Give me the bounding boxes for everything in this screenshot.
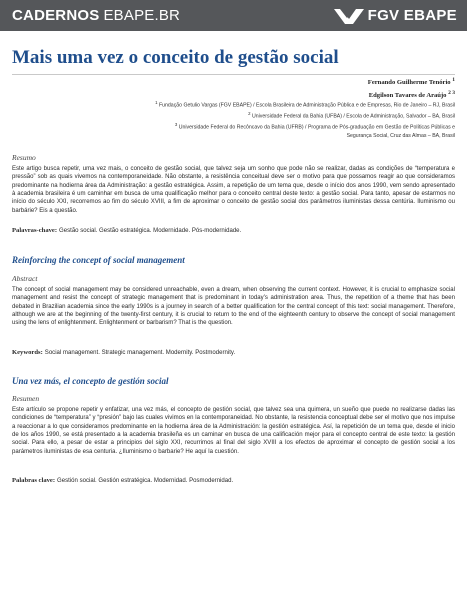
abstract-keywords	[12, 349, 455, 357]
author-list	[35, 75, 455, 101]
keywords-text: Social management. Strategic management. Modernity. Postmodernity.	[44, 350, 236, 356]
affiliation-2	[25, 110, 455, 121]
affiliation-1	[25, 99, 455, 110]
journal-brand-light: EBAPE.BR	[103, 7, 181, 24]
publisher-name: FGV EBAPE	[367, 7, 457, 24]
affiliation-text: Universidade Federal do Recôncavo da Bahia (UFRB) / Programa de Pós-graduação em Gestão de Políticas Públicas e	[178, 125, 455, 132]
keywords-label: Palavras-chave:	[12, 227, 58, 234]
resumo-keywords	[12, 227, 455, 235]
journal-brand	[12, 7, 180, 24]
resumen-text: Este artículo se propone repetir y enfatizar, una vez más, el concepto de gestión social, que talvez sea una quimera, un sueño que puede no realizarse dadas las condiciones de “temperatura” y “presión” bajo las cuales vivimos en la contemporaneidad. No obstante, la resistencia conceptual debe ser el motivo que nos impulse a reaccionar a lo que consideramos predominante en la hodierna área de la Administración: la gestión estratégica. Así, la repetición de un tema que, desde el inicio de los años 1990, se está presentado a la academia brasileña es un caminar en busca de una calificación mejor para el concepto central de este texto: la gestión social. Para ello, a pesar de estar a principios del siglo XXI, recurrimos al final del siglo XVIII a los efectos de aproximar el concepto de gestión social a los parámetros iluministas de esa centuria. ¿Iluminismo o barbarie? He aquí la cuestión.	[12, 407, 455, 455]
affiliation-list	[25, 99, 455, 141]
keywords-text: Gestión social. Gestión estratégica. Modernidad. Posmodernidad.	[57, 478, 234, 484]
affiliation-3	[25, 121, 455, 132]
abstract-heading: Abstract	[12, 274, 38, 283]
affiliation-text: Universidade Federal da Bahia (UFBA) / Escola de Administração, Salvador – BA, Brasil	[252, 113, 455, 120]
affiliation-text: Fundação Getulio Vargas (FGV EBAPE) / Escola Brasileira de Administração Pública e de Empresas, Rio de Janeiro – RJ, Brasil	[158, 102, 455, 109]
resumen-keywords	[12, 477, 455, 485]
publisher-brand	[334, 6, 457, 25]
author-name: Edgilson Tavares de Araújo	[368, 92, 447, 100]
journal-header-bar	[0, 0, 467, 31]
author-sup: 2 3	[448, 90, 455, 97]
author-name: Fernando Guilherme Tenório	[367, 79, 451, 87]
article-title: Mais uma vez o conceito de gestão social	[12, 47, 339, 68]
english-title: Reinforcing the concept of social management	[12, 255, 185, 265]
affiliation-text: Segurança Social, Cruz das Almas – BA, Brasil	[346, 133, 455, 140]
author-1	[35, 75, 455, 88]
abstract-text: The concept of social management may be considered unreachable, even a dream, when observing the current context. However, it is crucial to emphasize social management and resist the concept of strategic management that is predominant in today’s administration area. Thus, the repetition of a theme that has been debated in Brazilian academia since the early 1990s is a journey in search of a better qualification for the central concept of this text: social management. Therefore, although we are at the beginning of the twenty-first century, it is crucial to return to the end of the eighteenth century to observe the concept of social management using the lens of enlightenment. Enlightenment or barbarism? That is the question.	[12, 287, 455, 327]
keywords-label: Keywords:	[12, 349, 43, 356]
keywords-label: Palabras clave:	[12, 477, 56, 484]
affiliation-3-cont	[25, 132, 455, 140]
spanish-title: Una vez más, el concepto de gestión social	[12, 376, 169, 386]
author-sup: 1	[452, 77, 455, 83]
journal-brand-bold: CADERNOS	[12, 7, 100, 24]
resumen-heading: Resumen	[12, 394, 40, 403]
affiliation-sup: 1	[155, 100, 158, 105]
affiliation-sup: 2	[248, 111, 251, 117]
affiliation-sup: 3	[174, 122, 178, 128]
fgv-chevron-icon	[334, 7, 364, 25]
keywords-text: Gestão social. Gestão estratégica. Modernidade. Pós-modernidade.	[59, 228, 242, 234]
resumo-text: Este artigo busca repetir, uma vez mais, o conceito de gestão social, que talvez seja um sonho que pode não se realizar, dadas as condições de “temperatura e pressão” sob as quais vivemos na contemporaneidade. Não obstante, a resistência conceitual deve ser o motivo para que possamos reagir ao que consideramos predominante na hodierna área da Administração: a gestão estratégica. Assim, a repetição de um tema que, desde o início dos anos 1990, vem sendo apresentado à academia brasileira é um caminhar em busca de uma qualificação melhor para o conceito central deste texto: a gestão social. Para tanto, apesar de estarmos no início do século XXI, recorremos ao fim do século XVIII, a fim de aproximar o conceito de gestão social dos parâmetros iluministas dessa centúria. Iluminismo ou barbárie? Eis a questão.	[12, 166, 455, 214]
resumo-heading: Resumo	[12, 153, 36, 162]
